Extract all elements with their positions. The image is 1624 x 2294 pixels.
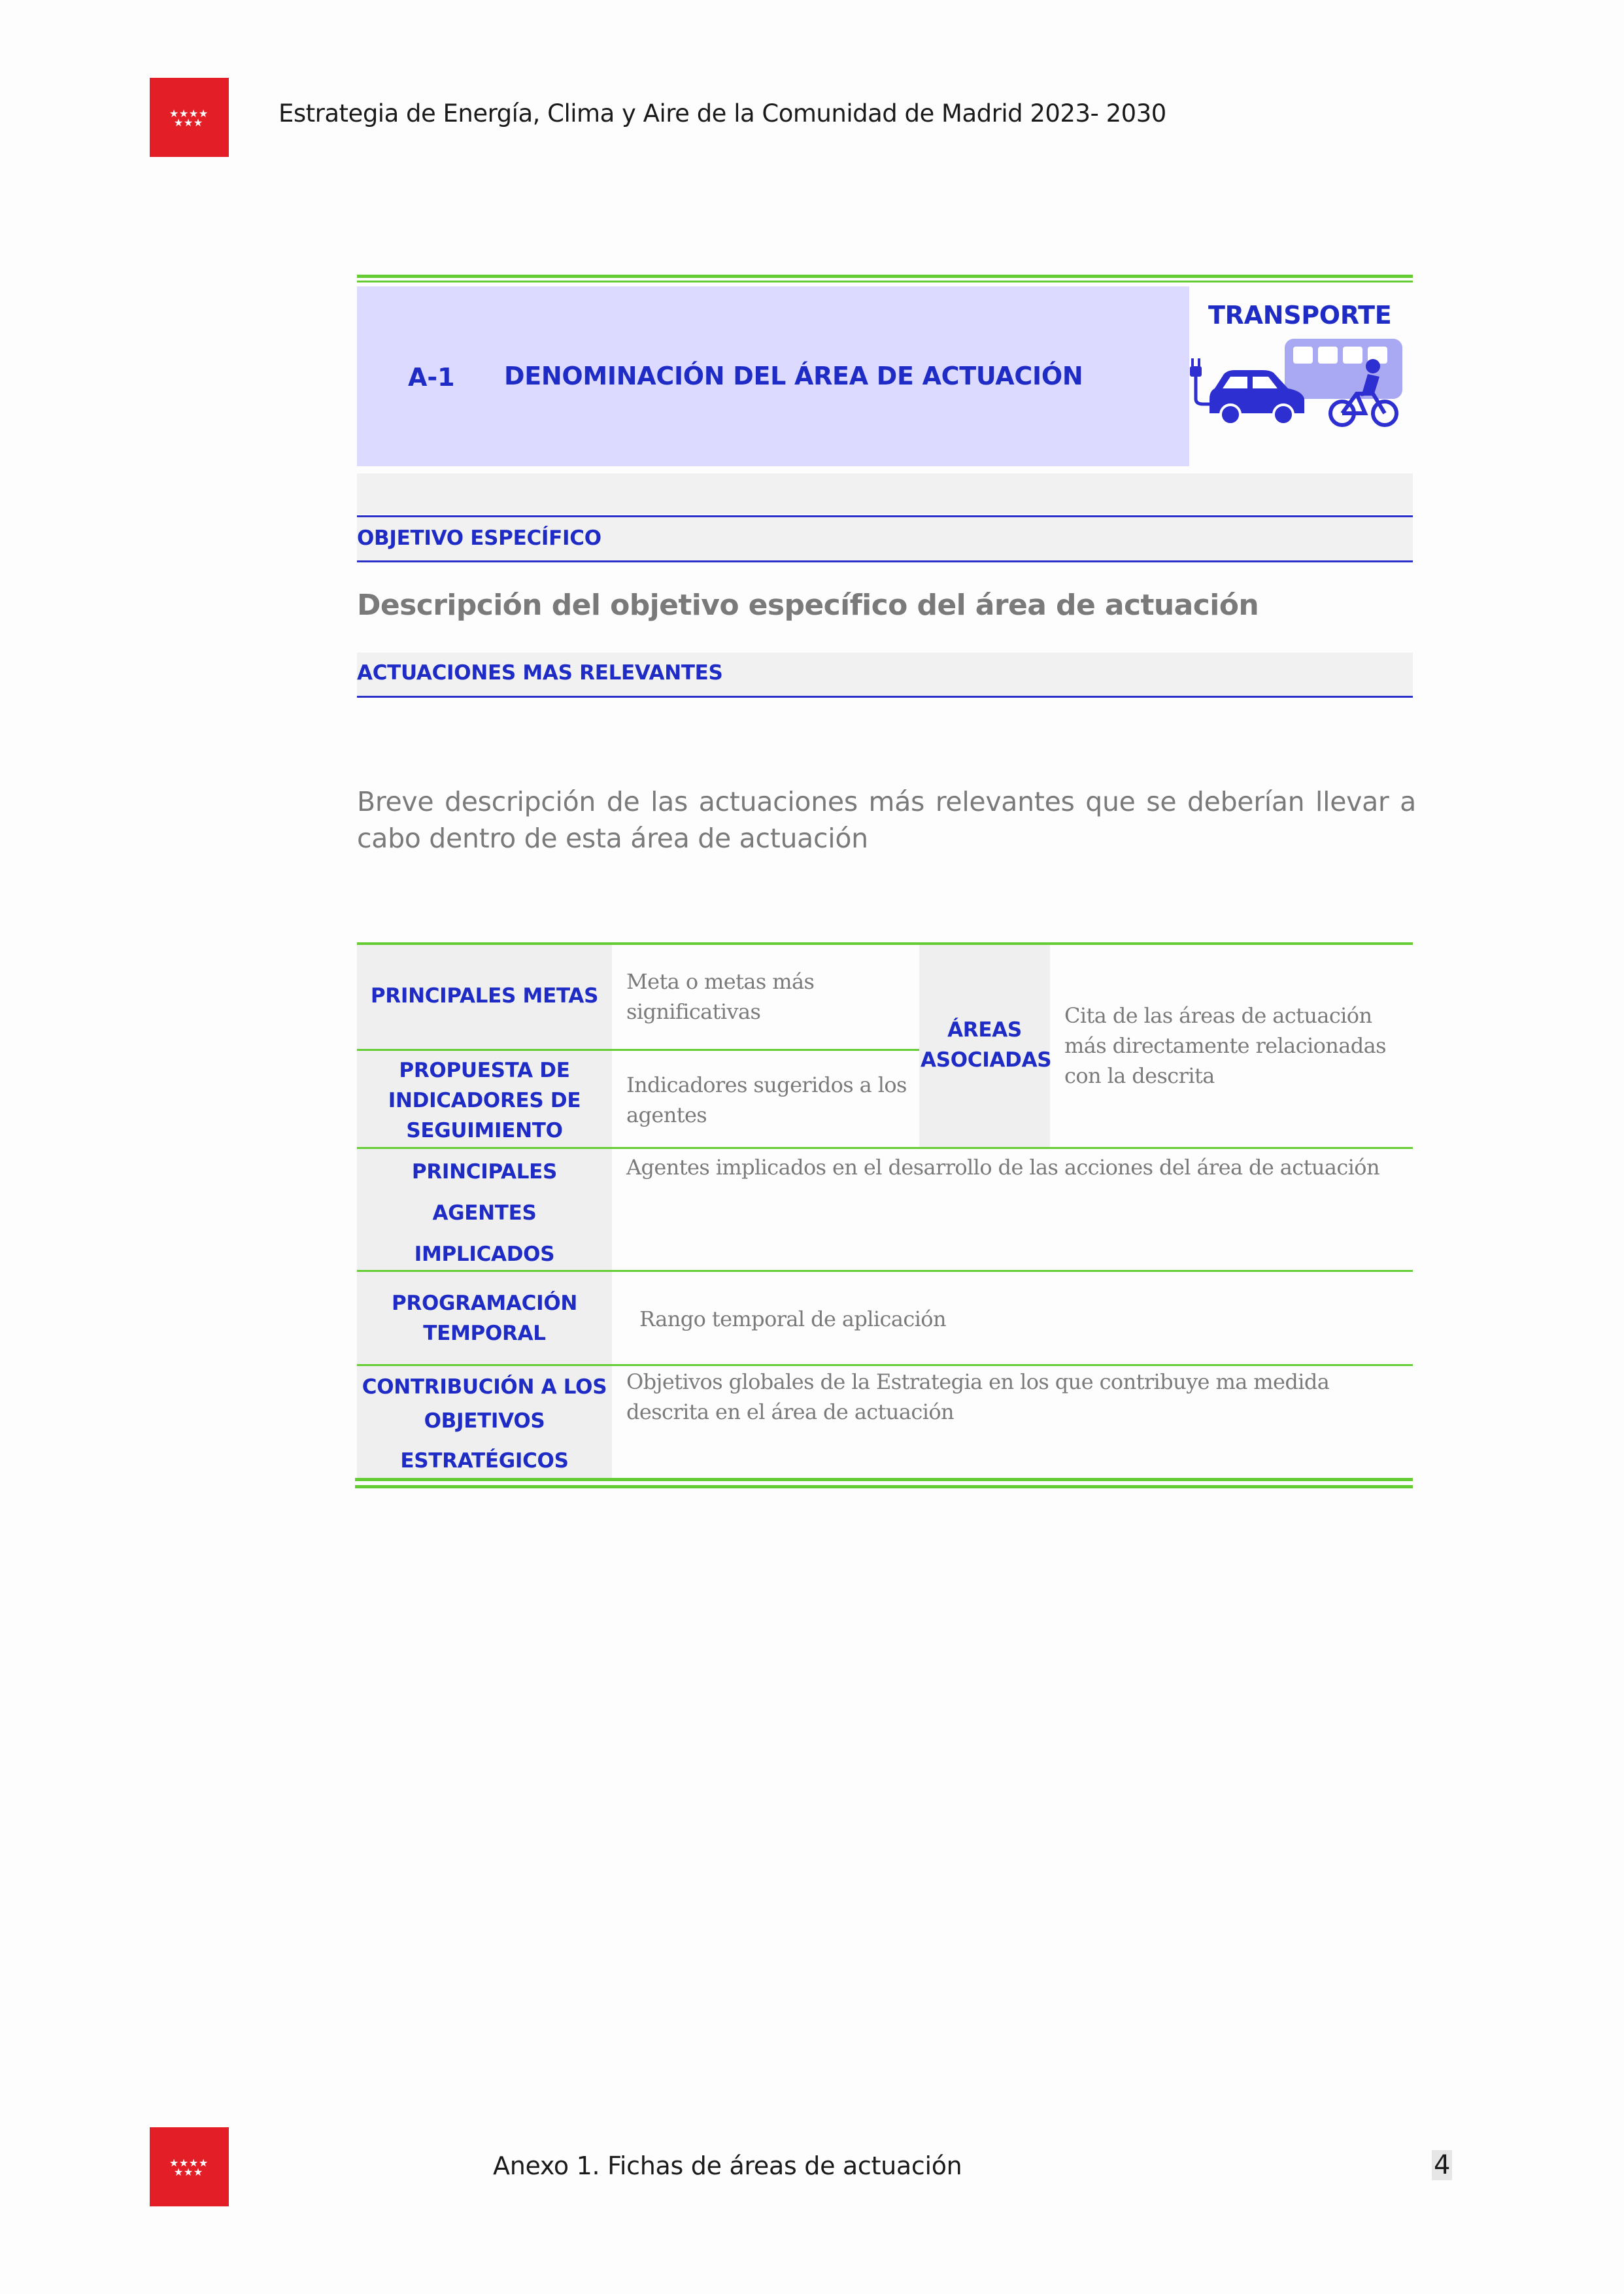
objective-label: OBJETIVO ESPECÍFICO [357,526,601,550]
page-number: 4 [1432,2150,1452,2180]
actions-description: Breve descripción de las actuaciones más relevantes que se deberían llevar a cabo dentro de esta área de actuación [357,786,1416,854]
table-bottom-rule [355,1478,1413,1481]
area-code: A-1 [408,363,455,392]
contribucion-label-2: OBJETIVOS [424,1409,545,1433]
category-label: TRANSPORTE [1208,301,1392,330]
indicadores-bottom-rule [357,1147,1413,1149]
areas-value: Cita de las áreas de actuación más directamente relacionadas con la descrita [1064,1003,1386,1088]
contribucion-value: Objetivos globales de la Estrategia en los que contribuye ma medida descrita en el área de actuación [626,1369,1330,1424]
table-top-rule [357,942,1413,945]
svg-text:★: ★ [178,107,189,120]
objective-bottom-rule [357,560,1413,562]
programacion-value: Rango temporal de aplicación [639,1307,946,1331]
actions-bottom-rule [357,696,1413,698]
svg-text:★: ★ [173,116,184,129]
comunidad-madrid-footer-logo [150,2127,229,2206]
agentes-label-2: AGENTES [432,1201,537,1225]
agentes-bottom-rule [357,1270,1413,1272]
comunidad-madrid-logo [150,78,229,157]
svg-text:★: ★ [193,116,203,129]
programacion-bottom-rule [357,1364,1413,1366]
agentes-label-1: PRINCIPALES [411,1160,558,1184]
top-green-rule [357,275,1413,278]
svg-text:★: ★ [183,116,194,129]
programacion-label: PROGRAMACIÓN TEMPORAL [391,1292,578,1345]
agentes-value: Agentes implicados en el desarrollo de las acciones del área de actuación [626,1155,1379,1180]
svg-text:★: ★ [178,2157,189,2169]
footer-text: Anexo 1. Fichas de áreas de actuación [493,2151,962,2180]
spacer-band [357,473,1413,514]
svg-text:★: ★ [169,107,179,120]
metas-value: Meta o metas más significativas [626,969,815,1024]
svg-text:★: ★ [173,2166,184,2178]
svg-text:★: ★ [198,107,209,120]
objective-description: Descripción del objetivo específico del área de actuación [357,589,1259,622]
indicadores-label: PROPUESTA DE INDICADORES DE SEGUIMIENTO [388,1059,581,1142]
metas-label: PRINCIPALES METAS [370,984,599,1008]
svg-text:★: ★ [169,2157,179,2169]
transport-icon [1190,334,1406,435]
svg-text:★: ★ [188,107,199,120]
table-bottom-rule-2 [355,1485,1413,1488]
top-green-rule-2 [357,281,1413,282]
contribucion-label-1: CONTRIBUCIÓN A LOS [362,1375,607,1399]
agentes-label-3: IMPLICADOS [414,1242,555,1266]
svg-text:★: ★ [188,2157,199,2169]
svg-text:★: ★ [198,2157,209,2169]
svg-text:★: ★ [193,2166,203,2178]
svg-text:★: ★ [183,2166,194,2178]
areas-label: ÁREAS ASOCIADAS [921,1018,1052,1072]
document-title: Estrategia de Energía, Clima y Aire de la Comunidad de Madrid 2023- 2030 [279,99,1166,128]
contribucion-label-3: ESTRATÉGICOS [400,1449,569,1473]
indicadores-value: Indicadores sugeridos a los agentes [626,1072,907,1127]
metas-divider [357,1049,919,1051]
area-name: DENOMINACIÓN DEL ÁREA DE ACTUACIÓN [504,362,1083,390]
actions-label: ACTUACIONES MAS RELEVANTES [357,661,723,685]
